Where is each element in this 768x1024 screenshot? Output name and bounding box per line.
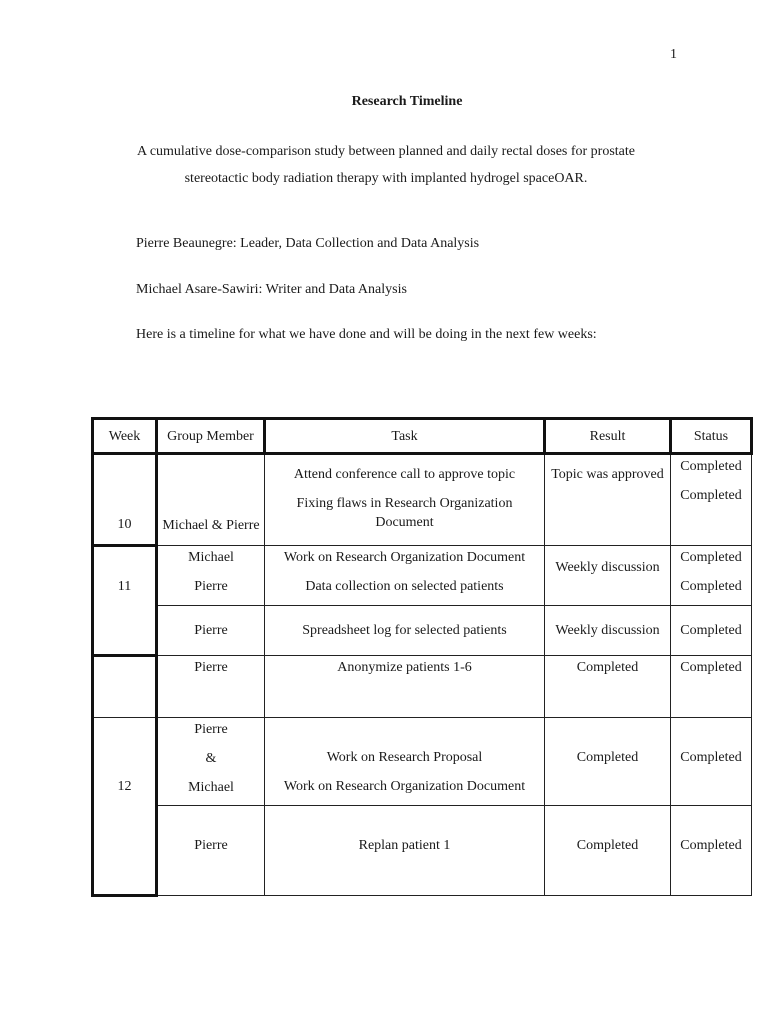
result-cell: Completed <box>545 806 671 896</box>
task-line: Data collection on selected patients <box>305 579 504 594</box>
member-cell: Pierre <box>157 606 265 656</box>
member-line: Michael <box>188 780 234 795</box>
week-cell <box>93 656 157 718</box>
task-line: Attend conference call to approve topic <box>293 467 516 482</box>
table-row <box>93 718 752 806</box>
result-cell: Topic was approved <box>545 454 671 546</box>
result-cell: Completed <box>545 718 671 806</box>
timeline-table <box>91 417 753 897</box>
task-cell: Spreadsheet log for selected patients <box>265 606 545 656</box>
timeline-intro: Here is a timeline for what we have done and will be doing in the next few weeks: <box>136 327 597 342</box>
status-cell: Completed <box>671 606 752 656</box>
status-cell <box>671 546 752 606</box>
task-cell <box>265 546 545 606</box>
member-cell: Pierre <box>157 656 265 718</box>
status-cell: Completed <box>671 806 752 896</box>
status-line: Completed <box>680 550 742 565</box>
header-result: Result <box>545 419 671 454</box>
task-line: Work on Research Organization Document <box>283 550 526 565</box>
week-cell: 10 <box>93 454 157 546</box>
member-cell <box>157 546 265 606</box>
week-cell: 11 <box>93 546 157 656</box>
task-line: Work on Research Proposal <box>326 750 483 765</box>
task-line: Work on Research Organization Document <box>283 779 526 794</box>
table-row <box>93 806 752 896</box>
table-header-row <box>93 419 752 454</box>
header-group-member: Group Member <box>157 419 265 454</box>
status-cell: Completed <box>671 656 752 718</box>
document-subtitle: A cumulative dose-comparison study between planned and daily rectal doses for prostate stereotactic body radiation therapy with implanted hydrogel spaceOAR. <box>136 144 636 186</box>
task-cell <box>265 718 545 806</box>
page-number: 1 <box>670 47 677 62</box>
member-line: & <box>205 751 217 766</box>
member-cell <box>157 718 265 806</box>
header-task: Task <box>265 419 545 454</box>
status-line: Completed <box>680 579 742 594</box>
status-line: Completed <box>680 459 742 474</box>
result-cell: Weekly discussion <box>545 606 671 656</box>
task-cell: Anonymize patients 1-6 <box>265 656 545 718</box>
task-line: Fixing flaws in Research Organization Document <box>296 496 513 530</box>
member-line: Pierre <box>194 579 228 594</box>
document-title: Research Timeline <box>351 94 463 109</box>
table-row <box>93 454 752 546</box>
member-line: Michael <box>188 550 234 565</box>
table-row <box>93 606 752 656</box>
member-michael-role: Michael Asare-Sawiri: Writer and Data Analysis <box>136 282 407 297</box>
result-cell: Completed <box>545 656 671 718</box>
member-pierre-role: Pierre Beaunegre: Leader, Data Collection and Data Analysis <box>136 236 480 251</box>
header-status: Status <box>671 419 752 454</box>
header-week: Week <box>93 419 157 454</box>
task-cell: Replan patient 1 <box>265 806 545 896</box>
week-cell: 12 <box>93 718 157 896</box>
status-line: Completed <box>680 488 742 503</box>
status-cell <box>671 454 752 546</box>
member-cell: Pierre <box>157 806 265 896</box>
table-row <box>93 656 752 718</box>
member-cell: Michael & Pierre <box>157 454 265 546</box>
table-row <box>93 546 752 606</box>
member-line: Pierre <box>194 722 228 737</box>
result-cell: Weekly discussion <box>545 546 671 606</box>
task-cell <box>265 454 545 546</box>
status-cell: Completed <box>671 718 752 806</box>
